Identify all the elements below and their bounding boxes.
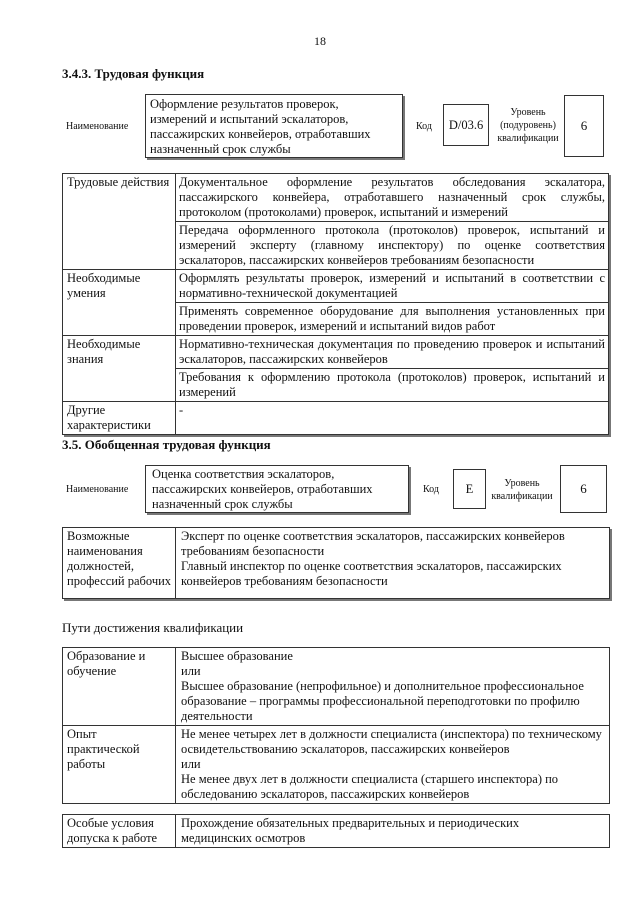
section-343-name-label: Наименование xyxy=(66,121,129,132)
experience-label: Опыт практической работы xyxy=(63,726,176,804)
section-343-code-value: D/03.6 xyxy=(448,117,484,132)
experience-value xyxy=(176,726,610,804)
qualification-heading: Пути достижения квалификации xyxy=(62,620,244,635)
section-343-code-label: Код xyxy=(416,121,432,132)
labor-actions-table xyxy=(62,173,609,435)
table-row xyxy=(63,174,609,222)
section-35-code-label: Код xyxy=(423,484,439,495)
section-35-name-box xyxy=(145,465,409,513)
table-row xyxy=(63,528,610,599)
row-item: Требования к оформлению протокола (протоколов) проверок, испытаний и измерений xyxy=(176,369,609,402)
section-343-level-value: 6 xyxy=(580,118,588,133)
section-343-level-label: Уровень (подуровень) квалификации xyxy=(497,107,559,144)
table-row xyxy=(63,815,610,848)
positions-table xyxy=(62,527,610,599)
section-35-code-box xyxy=(453,469,486,509)
row-item: Документальное оформление результатов обследования эскалатора, пассажирского конвейера, отработавшего назначенный срок службы, протоколом (протоколами) проверок, испытаний и измерений xyxy=(176,174,609,222)
experience-line: Не менее двух лет в должности специалиста (старшего инспектора) по обследованию эскалаторов, пассажирских конвейеров xyxy=(181,772,559,801)
section-343-name-value: Оформление результатов проверок, измерений и испытаний эскалаторов, пассажирских конвейеров, отработавших назначенный срок службы xyxy=(150,97,371,156)
conditions-value: Прохождение обязательных предварительных и периодических медицинских осмотров xyxy=(176,815,610,848)
table-row xyxy=(63,726,610,804)
education-value xyxy=(176,648,610,726)
experience-line: Не менее четырех лет в должности специалиста (инспектора) по техническому освидетельствованию эскалаторов, пассажирских конвейеров xyxy=(181,727,602,756)
education-line: Высшее образование xyxy=(181,649,293,663)
education-line: или xyxy=(181,664,201,678)
table-row xyxy=(63,402,609,435)
education-label: Образование и обучение xyxy=(63,648,176,726)
row-item: Оформлять результаты проверок, измерений и испытаний в соответствии с нормативно-технической документацией xyxy=(176,270,609,303)
positions-value-line: Главный инспектор по оценке соответствия эскалаторов, пассажирских конвейеров требованиям безопасности xyxy=(181,559,562,588)
row-label-skills: Необходимые умения xyxy=(63,270,176,336)
experience-line: или xyxy=(181,757,201,771)
section-343-name-box xyxy=(145,94,403,158)
table-row xyxy=(63,336,609,369)
row-label-actions: Трудовые действия xyxy=(63,174,176,270)
table-row xyxy=(63,648,610,726)
qualification-table xyxy=(62,647,610,804)
section-35-level-label: Уровень квалификации xyxy=(491,478,553,502)
positions-label: Возможные наименования должностей, профессий рабочих xyxy=(63,528,176,599)
section-35-code-value: E xyxy=(465,481,474,496)
section-35-level-value: 6 xyxy=(580,481,587,496)
section-343-heading: 3.4.3. Трудовая функция xyxy=(62,66,205,81)
row-item: Нормативно-техническая документация по проведению проверок и испытаний эскалаторов, пассажирских конвейеров xyxy=(176,336,609,369)
section-35-level-box xyxy=(560,465,607,513)
section-343-code-box xyxy=(443,104,489,146)
section-343-level-box xyxy=(564,95,604,157)
row-label-knowledge: Необходимые знания xyxy=(63,336,176,402)
conditions-label: Особые условия допуска к работе xyxy=(63,815,176,848)
positions-value xyxy=(176,528,610,599)
page-number: 18 xyxy=(314,34,326,48)
row-item: - xyxy=(176,402,609,435)
row-item: Применять современное оборудование для выполнения установленных при проведении проверок, измерений и испытаний видов работ xyxy=(176,303,609,336)
section-35-name-value: Оценка соответствия эскалаторов, пассажирских конвейеров, отработавших назначенный срок службы xyxy=(152,467,373,511)
section-35-heading: 3.5. Обобщенная трудовая функция xyxy=(62,437,271,452)
table-row xyxy=(63,270,609,303)
positions-value-line: Эксперт по оценке соответствия эскалаторов, пассажирских конвейеров требованиям безопасности xyxy=(181,529,565,558)
education-line: Высшее образование (непрофильное) и дополнительное профессиональное образование – программы профессиональной переподготовки по профилю деятельности xyxy=(181,679,584,723)
section-35-name-label: Наименование xyxy=(66,484,129,495)
row-item: Передача оформленного протокола (протоколов) проверок, испытаний и измерений эксперту (главному инспектору) по оценке соответствия эскалаторов, пассажирских конвейеров требованиям безопасности xyxy=(176,222,609,270)
row-label-other: Другие характеристики xyxy=(63,402,176,435)
conditions-table xyxy=(62,814,610,848)
